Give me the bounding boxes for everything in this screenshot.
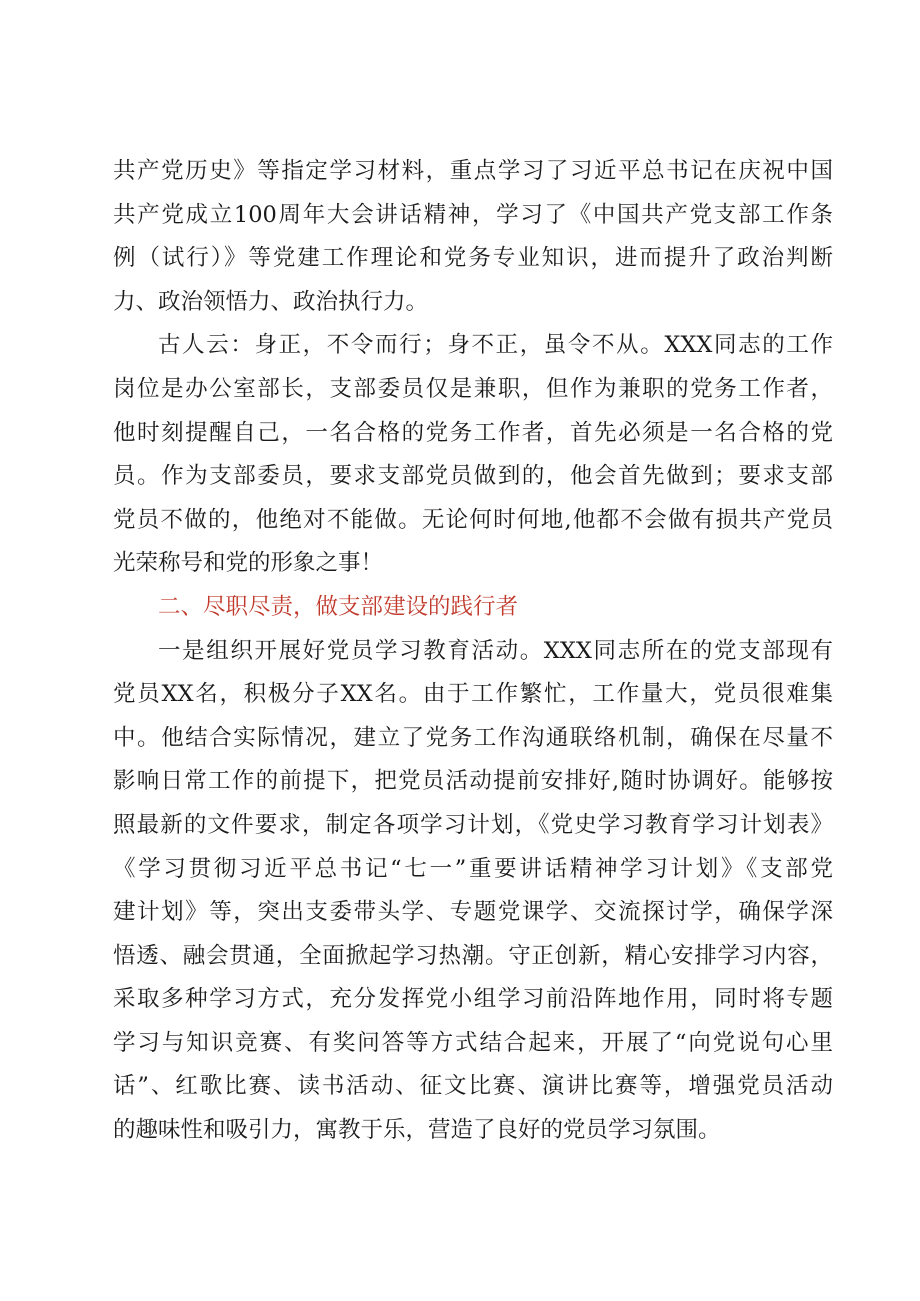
text-line: 建计划》等，突出支委带头学、专题党课学、交流探讨学，确保学深 [113, 899, 833, 926]
text-line: 党员XX名，积极分子XX名。由于工作繁忙，工作量大，党员很难集 [113, 681, 833, 708]
document-body [113, 150, 833, 1153]
text-line: 一是组织开展好党员学习教育活动。XXX同志所在的党支部现有 [158, 637, 833, 664]
paragraph [113, 324, 833, 586]
text-line: 他时刻提醒自己，一名合格的党务工作者，首先必须是一名合格的党 [113, 419, 833, 446]
text-line: 采取多种学习方式，充分发挥党小组学习前沿阵地作用，同时将专题 [113, 986, 833, 1013]
text-line: 力、政治领悟力、政治执行力。 [113, 288, 429, 315]
text-line: 党员不做的，他绝对不能做。无论何时何地,他都不会做有损共产党员 [113, 506, 833, 533]
text-line: 悟透、融会贯通，全面掀起学习热潮。守正创新，精心安排学习内容， [113, 942, 833, 969]
text-line: 岗位是办公室部长，支部委员仅是兼职，但作为兼职的党务工作者， [113, 375, 833, 402]
paragraph [113, 630, 833, 1153]
text-line: 影响日常工作的前提下，把党员活动提前安排好,随时协调好。能够按 [113, 768, 833, 795]
text-line: 员。作为支部委员，要求支部党员做到的，他会首先做到；要求支部 [113, 463, 833, 490]
text-line: 《学习贯彻习近平总书记“七一”重要讲话精神学习计划》《支部党 [113, 855, 833, 882]
text-line: 照最新的文件要求，制定各项学习计划，《党史学习教育学习计划表》 [113, 811, 833, 838]
text-line: 光荣称号和党的形象之事！ [113, 550, 384, 577]
text-line: 学习与知识竞赛、有奖问答等方式结合起来，开展了“向党说句心里 [113, 1029, 833, 1056]
text-line: 共产党历史》等指定学习材料，重点学习了习近平总书记在庆祝中国 [113, 158, 833, 184]
section-heading [113, 586, 833, 630]
paragraph [113, 150, 833, 324]
text-line: 古人云：身正，不令而行；身不正，虽令不从。XXX同志的工作 [158, 332, 833, 359]
text-line: 中。他结合实际情况，建立了党务工作沟通联络机制，确保在尽量不 [113, 724, 833, 751]
text-line: 例（试行）》等党建工作理论和党务专业知识，进而提升了政治判断 [113, 245, 833, 272]
text-line: 共产党成立100周年大会讲话精神，学习了《中国共产党支部工作条 [113, 201, 833, 228]
text-line: 话”、红歌比赛、读书活动、征文比赛、演讲比赛等，增强党员活动 [113, 1073, 833, 1100]
text-line: 的趣味性和吸引力，寓教于乐，营造了良好的党员学习氛围。 [113, 1117, 721, 1144]
heading-line: 二、尽职尽责，做支部建设的践行者 [158, 593, 519, 620]
